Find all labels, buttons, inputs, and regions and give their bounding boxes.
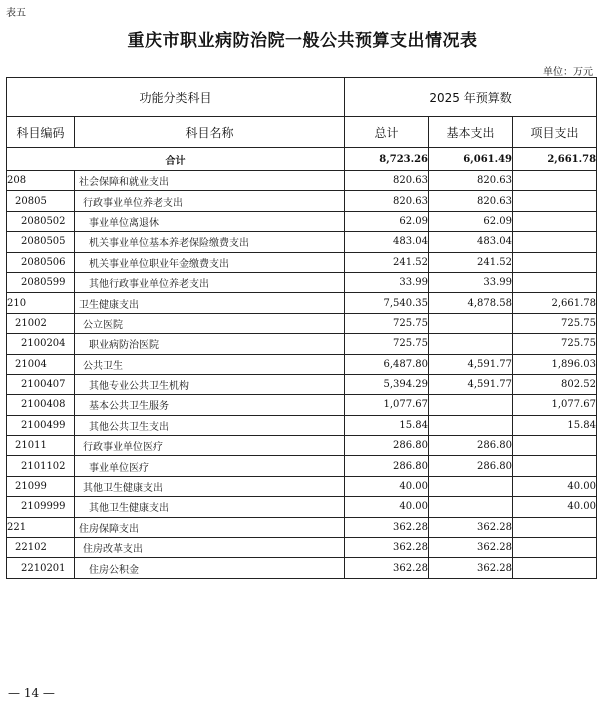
cell-code: 2101102 <box>7 456 75 476</box>
cell-total: 40.00 <box>345 497 429 517</box>
table-row <box>7 517 597 537</box>
cell-name: 其他卫生健康支出 <box>75 497 345 517</box>
cell-name: 卫生健康支出 <box>75 293 345 313</box>
cell-code: 2210201 <box>7 558 75 578</box>
table-row <box>7 538 597 558</box>
total-basic: 6,061.49 <box>429 148 513 171</box>
cell-basic <box>429 334 513 354</box>
cell-code: 2109999 <box>7 497 75 517</box>
cell-code: 21011 <box>7 436 75 456</box>
total-project: 2,661.78 <box>513 148 597 171</box>
cell-basic <box>429 313 513 333</box>
table-row <box>7 415 597 435</box>
cell-project <box>513 456 597 476</box>
cell-basic <box>429 415 513 435</box>
cell-project <box>513 272 597 292</box>
cell-project: 802.52 <box>513 374 597 394</box>
cell-name: 其他专业公共卫生机构 <box>75 374 345 394</box>
table-row <box>7 334 597 354</box>
cell-code: 221 <box>7 517 75 537</box>
total-row <box>7 148 597 171</box>
table-row <box>7 436 597 456</box>
cell-code: 208 <box>7 171 75 191</box>
cell-basic: 362.28 <box>429 558 513 578</box>
cell-basic: 820.63 <box>429 191 513 211</box>
cell-code: 2080502 <box>7 211 75 231</box>
cell-basic: 286.80 <box>429 436 513 456</box>
cell-total: 820.63 <box>345 171 429 191</box>
table-row <box>7 497 597 517</box>
cell-code: 2100408 <box>7 395 75 415</box>
cell-name: 事业单位医疗 <box>75 456 345 476</box>
cell-name: 其他公共卫生支出 <box>75 415 345 435</box>
cell-basic: 241.52 <box>429 252 513 272</box>
cell-project <box>513 252 597 272</box>
cell-name: 住房公积金 <box>75 558 345 578</box>
cell-total: 362.28 <box>345 538 429 558</box>
budget-table <box>6 77 597 579</box>
cell-basic <box>429 497 513 517</box>
cell-project: 40.00 <box>513 497 597 517</box>
cell-code: 21002 <box>7 313 75 333</box>
cell-name: 机关事业单位职业年金缴费支出 <box>75 252 345 272</box>
cell-project: 1,077.67 <box>513 395 597 415</box>
cell-project <box>513 558 597 578</box>
cell-name: 社会保障和就业支出 <box>75 171 345 191</box>
cell-total: 1,077.67 <box>345 395 429 415</box>
table-row <box>7 395 597 415</box>
cell-total: 483.04 <box>345 232 429 252</box>
header-name: 科目名称 <box>75 117 345 148</box>
cell-code: 2080506 <box>7 252 75 272</box>
cell-name: 行政事业单位养老支出 <box>75 191 345 211</box>
table-column-header <box>7 117 597 148</box>
cell-total: 362.28 <box>345 558 429 578</box>
cell-name: 其他行政事业单位养老支出 <box>75 272 345 292</box>
header-code: 科目编码 <box>7 117 75 148</box>
cell-project <box>513 538 597 558</box>
table-row <box>7 272 597 292</box>
cell-basic: 362.28 <box>429 538 513 558</box>
cell-code: 2100499 <box>7 415 75 435</box>
cell-total: 241.52 <box>345 252 429 272</box>
cell-total: 6,487.80 <box>345 354 429 374</box>
cell-total: 7,540.35 <box>345 293 429 313</box>
page-title: 重庆市职业病防治院一般公共预算支出情况表 <box>127 31 478 51</box>
cell-name: 其他卫生健康支出 <box>75 476 345 496</box>
cell-code: 21004 <box>7 354 75 374</box>
cell-basic <box>429 476 513 496</box>
cell-project: 725.75 <box>513 334 597 354</box>
cell-total: 362.28 <box>345 517 429 537</box>
cell-project: 40.00 <box>513 476 597 496</box>
cell-project <box>513 436 597 456</box>
cell-project <box>513 191 597 211</box>
cell-total: 40.00 <box>345 476 429 496</box>
cell-total: 33.99 <box>345 272 429 292</box>
cell-name: 公共卫生 <box>75 354 345 374</box>
cell-basic: 4,878.58 <box>429 293 513 313</box>
cell-code: 20805 <box>7 191 75 211</box>
cell-code: 210 <box>7 293 75 313</box>
table-row <box>7 476 597 496</box>
table-row <box>7 191 597 211</box>
cell-name: 行政事业单位医疗 <box>75 436 345 456</box>
cell-total: 725.75 <box>345 334 429 354</box>
cell-project: 2,661.78 <box>513 293 597 313</box>
cell-code: 21099 <box>7 476 75 496</box>
table-row <box>7 211 597 231</box>
cell-name: 基本公共卫生服务 <box>75 395 345 415</box>
cell-project <box>513 171 597 191</box>
cell-total: 725.75 <box>345 313 429 333</box>
cell-code: 22102 <box>7 538 75 558</box>
cell-total: 286.80 <box>345 436 429 456</box>
cell-project <box>513 517 597 537</box>
cell-total: 5,394.29 <box>345 374 429 394</box>
table-row <box>7 252 597 272</box>
table-row <box>7 558 597 578</box>
table-row <box>7 456 597 476</box>
table-row <box>7 232 597 252</box>
cell-basic: 483.04 <box>429 232 513 252</box>
header-functional-category: 功能分类科目 <box>7 78 345 117</box>
table-group-header <box>7 78 597 117</box>
cell-basic: 4,591.77 <box>429 354 513 374</box>
cell-project: 15.84 <box>513 415 597 435</box>
document-label: 表五 <box>6 8 26 19</box>
cell-name: 事业单位离退休 <box>75 211 345 231</box>
header-project: 项目支出 <box>513 117 597 148</box>
header-total: 总计 <box>345 117 429 148</box>
cell-project: 725.75 <box>513 313 597 333</box>
page-number: — 14 — <box>8 686 55 700</box>
cell-name: 住房改革支出 <box>75 538 345 558</box>
cell-basic: 4,591.77 <box>429 374 513 394</box>
cell-basic: 62.09 <box>429 211 513 231</box>
cell-project <box>513 211 597 231</box>
header-basic: 基本支出 <box>429 117 513 148</box>
header-budget-year: 2025 年预算数 <box>345 78 597 117</box>
cell-name: 住房保障支出 <box>75 517 345 537</box>
cell-code: 2100204 <box>7 334 75 354</box>
table-row <box>7 293 597 313</box>
cell-basic: 362.28 <box>429 517 513 537</box>
cell-name: 公立医院 <box>75 313 345 333</box>
cell-total: 62.09 <box>345 211 429 231</box>
cell-project <box>513 232 597 252</box>
total-label: 合计 <box>7 148 345 171</box>
cell-name: 职业病防治医院 <box>75 334 345 354</box>
cell-name: 机关事业单位基本养老保险缴费支出 <box>75 232 345 252</box>
cell-project: 1,896.03 <box>513 354 597 374</box>
cell-total: 15.84 <box>345 415 429 435</box>
cell-basic: 33.99 <box>429 272 513 292</box>
cell-code: 2080599 <box>7 272 75 292</box>
table-row <box>7 171 597 191</box>
cell-basic <box>429 395 513 415</box>
cell-basic: 286.80 <box>429 456 513 476</box>
table-row <box>7 313 597 333</box>
cell-basic: 820.63 <box>429 171 513 191</box>
total-total: 8,723.26 <box>345 148 429 171</box>
unit-label: 单位：万元 <box>543 67 593 78</box>
cell-total: 286.80 <box>345 456 429 476</box>
cell-code: 2100407 <box>7 374 75 394</box>
table-row <box>7 374 597 394</box>
table-row <box>7 354 597 374</box>
cell-code: 2080505 <box>7 232 75 252</box>
cell-total: 820.63 <box>345 191 429 211</box>
